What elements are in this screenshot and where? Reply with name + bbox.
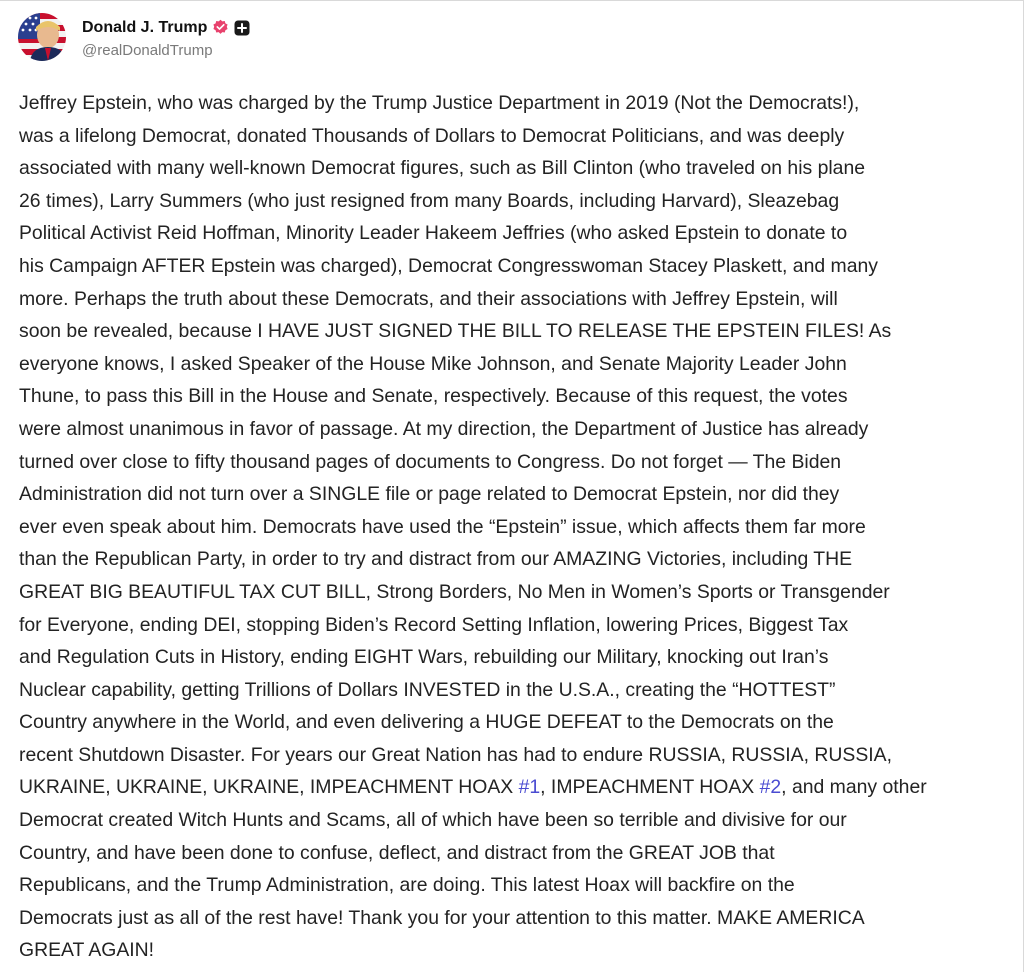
post-text-line — [19, 804, 1019, 837]
post-header — [18, 11, 250, 63]
post-text-line — [19, 837, 1019, 870]
post-text-line — [19, 283, 1019, 316]
post-text-span: ever even speak about him. Democrats have used the “Epstein” issue, which affects them far more — [19, 515, 866, 538]
post-text-span: , IMPEACHMENT HOAX — [540, 776, 760, 799]
verified-badge-icon — [212, 19, 229, 36]
post-text-span: recent Shutdown Disaster. For years our Great Nation has had to endure RUSSIA, RUSSIA, RUSSIA, — [19, 743, 892, 766]
post-text-line — [19, 576, 1019, 609]
post-text-line — [19, 413, 1019, 446]
post-text-line — [19, 511, 1019, 544]
post-text-span: were almost unanimous in favor of passage. At my direction, the Department of Justice has already — [19, 417, 869, 440]
flag-portrait-avatar-icon — [18, 13, 66, 61]
post-text-line — [19, 609, 1019, 642]
post-text-span: 26 times), Larry Summers (who just resigned from many Boards, including Harvard), Sleazebag — [19, 189, 840, 212]
post-text-span: Political Activist Reid Hoffman, Minority Leader Hakeem Jeffries (who asked Epstein to donate to — [19, 222, 848, 245]
post-text-span: GREAT AGAIN! — [19, 939, 155, 962]
post-text-line — [19, 478, 1019, 511]
name-row — [82, 16, 250, 40]
post-text-span: Country anywhere in the World, and even delivering a HUGE DEFEAT to the Democrats on the — [19, 711, 834, 734]
post-text-line — [19, 739, 1019, 772]
author-handle[interactable]: @realDonaldTrump — [82, 41, 213, 59]
post-text-span: Nuclear capability, getting Trillions of Dollars INVESTED in the U.S.A., creating the “HOTTEST” — [19, 678, 836, 701]
post-text-line — [19, 934, 1019, 967]
post-text-line — [19, 674, 1019, 707]
post-text-line — [19, 380, 1019, 413]
post-text-span: his Campaign AFTER Epstein was charged), Democrat Congresswoman Stacey Plaskett, and many — [19, 254, 878, 277]
post-text-line — [19, 152, 1019, 185]
plus-badge-icon[interactable] — [234, 20, 250, 36]
post-text-line — [19, 706, 1019, 739]
hashtag-link[interactable]: #2 — [759, 776, 782, 799]
post-text-span: and Regulation Cuts in History, ending EIGHT Wars, rebuilding our Military, knocking out Iran’s — [19, 646, 829, 669]
post-text-line — [19, 902, 1019, 935]
avatar[interactable] — [18, 13, 66, 61]
post-text-line — [19, 771, 1019, 804]
author-display-name[interactable]: Donald J. Trump — [82, 18, 208, 36]
post-text-span: Jeffrey Epstein, who was charged by the Trump Justice Department in 2019 (Not the Democrats!), — [19, 92, 860, 114]
post-text-span: soon be revealed, because I HAVE JUST SIGNED THE BILL TO RELEASE THE EPSTEIN FILES! As — [19, 320, 892, 343]
post-text-span: turned over close to fifty thousand pages of documents to Congress. Do not forget — The Biden — [19, 450, 842, 473]
post-text-span: associated with many well-known Democrat figures, such as Bill Clinton (who traveled on his plane — [19, 157, 866, 180]
post-text-span: Country, and have been done to confuse, deflect, and distract from the GREAT JOB that — [19, 841, 775, 864]
post-text-span: was a lifelong Democrat, donated Thousands of Dollars to Democrat Politicians, and was deeply — [19, 124, 845, 147]
post-text-span: everyone knows, I asked Speaker of the House Mike Johnson, and Senate Majority Leader John — [19, 352, 847, 375]
post-text-span: Republicans, and the Trump Administration, are doing. This latest Hoax will backfire on the — [19, 874, 795, 897]
post-text-line — [19, 120, 1019, 153]
post-text-span: Administration did not turn over a SINGLE file or page related to Democrat Epstein, nor did they — [19, 483, 840, 506]
post-text-span: than the Republican Party, in order to try and distract from our AMAZING Victories, including THE — [19, 548, 853, 571]
author-names — [82, 16, 250, 59]
post-text-span: Democrats just as all of the rest have! Thank you for your attention to this matter. MAKE AMERICA — [19, 906, 865, 929]
post-body-text — [19, 87, 1019, 967]
post-text-line — [19, 250, 1019, 283]
post-text-span: , and many other — [781, 776, 927, 799]
post-text-line — [19, 641, 1019, 674]
post-text-line — [19, 185, 1019, 218]
post-text-line — [19, 869, 1019, 902]
post-text-span: GREAT BIG BEAUTIFUL TAX CUT BILL, Strong Borders, No Men in Women’s Sports or Transgender — [19, 580, 890, 603]
hashtag-link[interactable]: #1 — [518, 776, 541, 799]
post-text-line — [19, 543, 1019, 576]
post-text-line — [19, 315, 1019, 348]
post-text-line — [19, 348, 1019, 381]
post-text-line — [19, 87, 1019, 120]
post-text-span: for Everyone, ending DEI, stopping Biden’s Record Setting Inflation, lowering Prices, Biggest Tax — [19, 613, 849, 636]
post-text-span: UKRAINE, UKRAINE, UKRAINE, IMPEACHMENT HOAX — [19, 776, 519, 799]
post-text-line — [19, 217, 1019, 250]
post-text-line — [19, 446, 1019, 479]
post-text-span: more. Perhaps the truth about these Democrats, and their associations with Jeffrey Epstein, will — [19, 287, 838, 310]
post-text-span: Democrat created Witch Hunts and Scams, all of which have been so terrible and divisive for our — [19, 809, 847, 832]
post-text-span: Thune, to pass this Bill in the House and Senate, respectively. Because of this request, the votes — [19, 385, 848, 408]
